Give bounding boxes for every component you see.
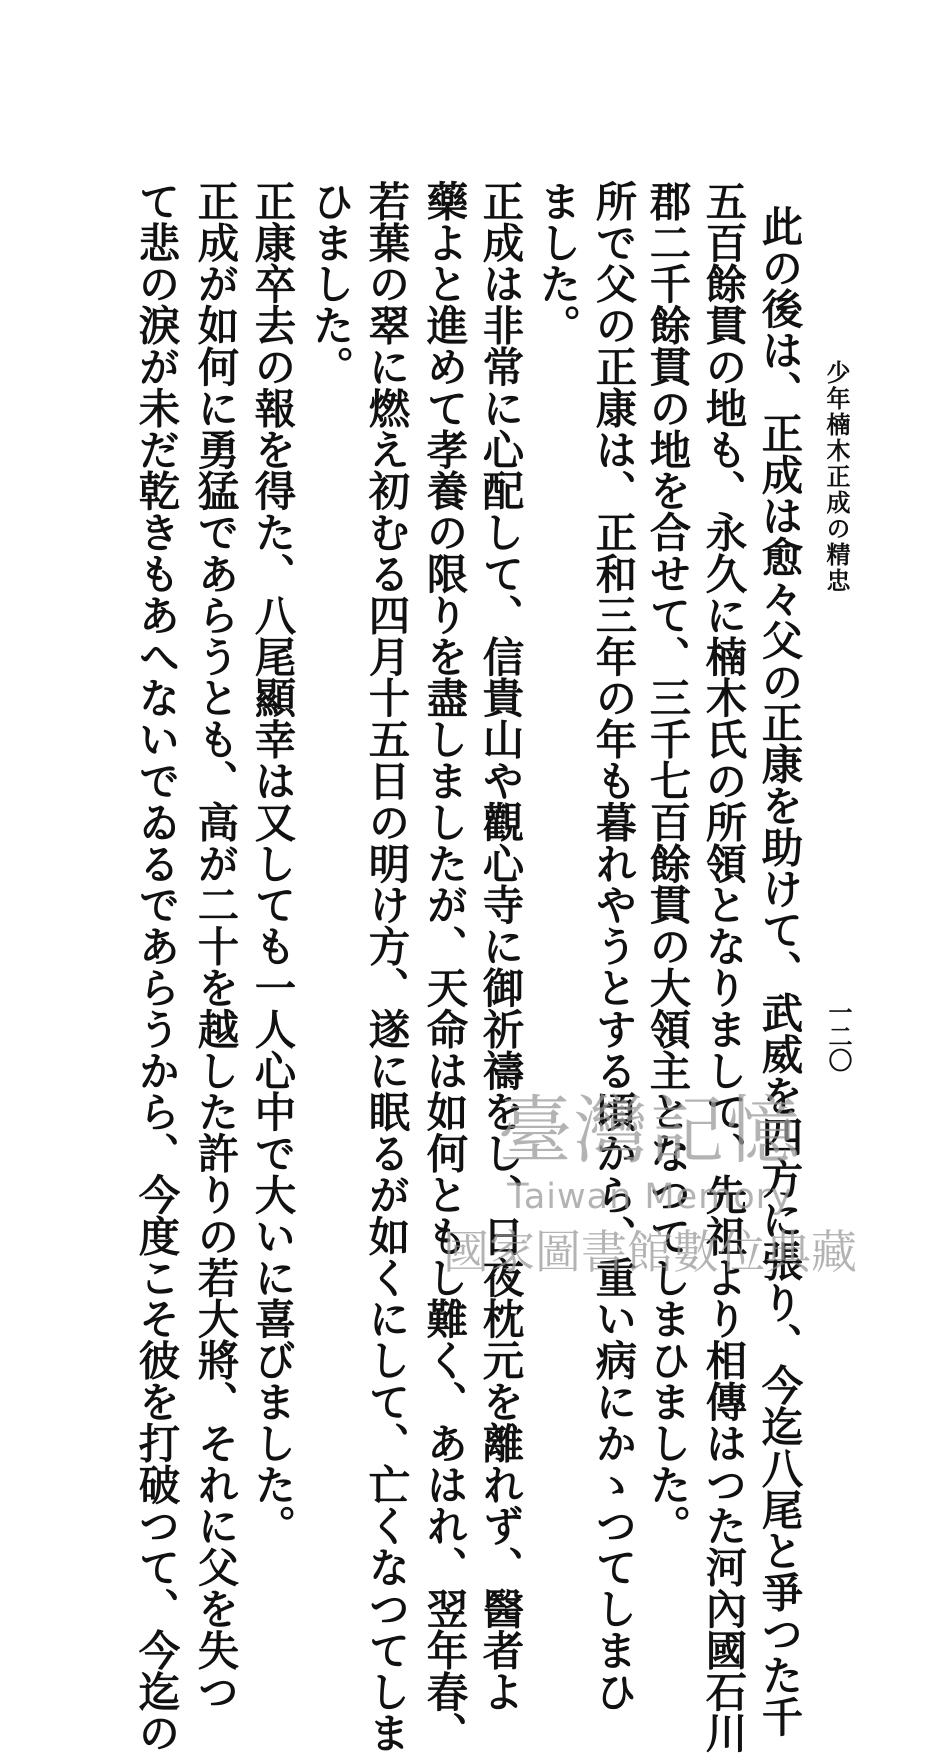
text-line: 藥よと進めて孝養の限りを盡しましたが、天命は如何ともし難く、あはれ、翌年春、 xyxy=(419,180,469,1753)
text-line: 若葉の翠に燃え初むる四月十五日の明け方、遂に眠るが如くにして、亡くなつてしま xyxy=(361,180,411,1753)
watermark-logo xyxy=(425,1085,875,1315)
text-line: 郡二千餘貫の地を合せて、三千七百餘貫の大領主となつてしまひました。 xyxy=(642,180,692,1547)
text-line: 所で父の正康は、正和三年の年も暮れやうとする頃から、重い病にかゝつてしまひ xyxy=(588,180,638,1712)
watermark-title: 臺灣記憶 xyxy=(498,1088,802,1174)
text-line: 正成は非常に心配して、信貴山や觀心寺に御祈禱をし、日夜枕元を離れず、醫者よ xyxy=(475,180,525,1712)
text-line: ひました。 xyxy=(305,180,355,387)
text-line: 正康卒去の報を得た、八尾顯幸は又しても一人心中で大いに喜びました。 xyxy=(247,180,297,1547)
page-number: 一二〇 xyxy=(824,1000,853,1072)
text-line: 正成が如何に勇猛であらうとも、高が二十を越した許りの若大將、それに父を失つ xyxy=(190,180,240,1712)
text-line: 五百餘貫の地も、永久に楠木氏の所領となりまして、先祖より相傳はつた河內國石川 xyxy=(698,180,748,1753)
watermark-subtitle: Taiwan Memory xyxy=(507,1177,793,1217)
text-line: て悲の淚が未だ乾きもあへないでゐるであらうから、今度こそ彼を打破つて、今迄の xyxy=(131,180,181,1753)
text-line: 此の後は、正成は愈々父の正康を助けて、武威を四方に張り、今迄八尾と爭つた千 xyxy=(754,205,804,1737)
watermark-institution: 國家圖書館數位典藏 xyxy=(443,1225,857,1279)
text-line: ました。 xyxy=(532,180,582,346)
running-header: 少年楠木正成の精忠 xyxy=(822,360,851,594)
